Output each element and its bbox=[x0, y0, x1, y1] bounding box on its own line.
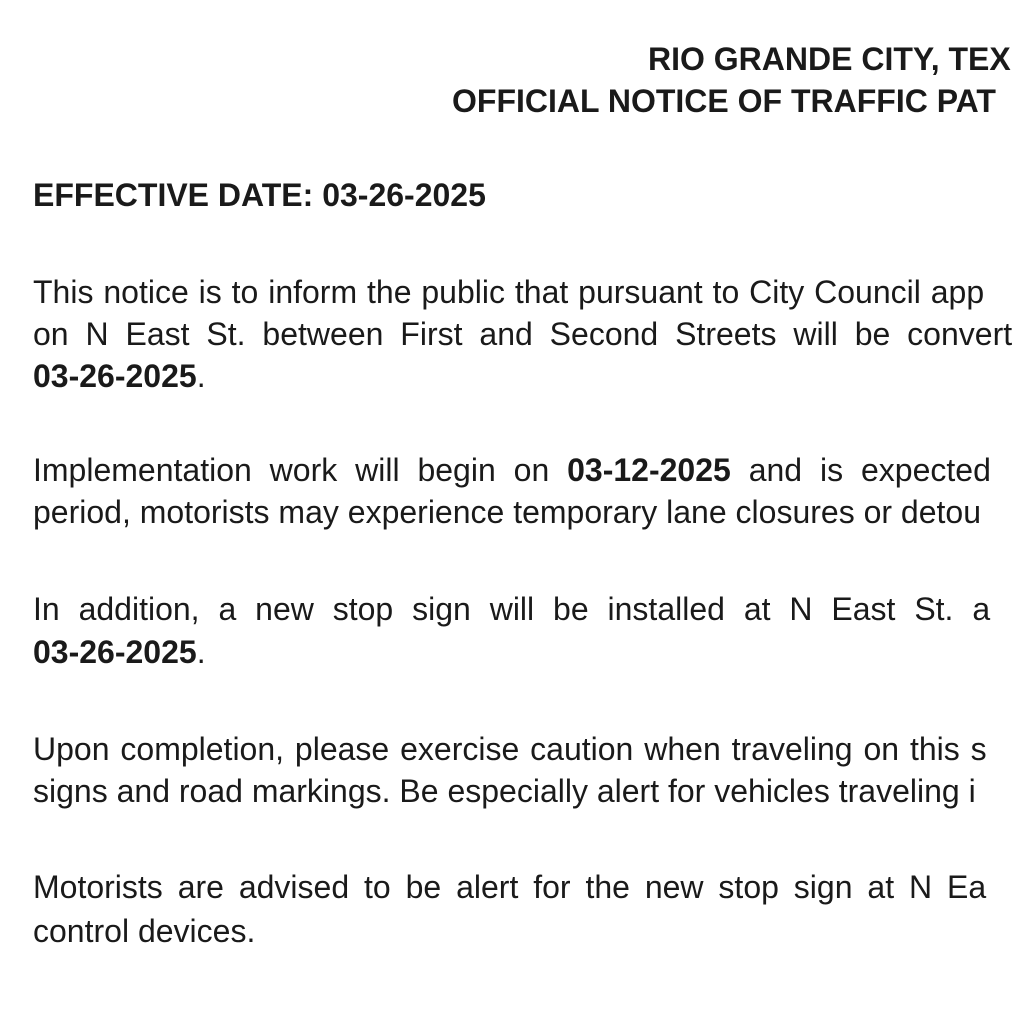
paragraph-4-line-1: Upon completion, please exercise caution when traveling on this s bbox=[33, 731, 987, 767]
text-span: and is expected bbox=[730, 452, 991, 488]
text-span: Implementation work will begin on bbox=[33, 452, 568, 488]
paragraph-4-line-2: signs and road markings. Be especially alert for vehicles traveling i bbox=[33, 773, 976, 809]
paragraph-5-line-1: Motorists are advised to be alert for the new stop sign at N Ea bbox=[33, 869, 987, 905]
text-span: . bbox=[196, 634, 206, 670]
document-title-city: RIO GRANDE CITY, TEX bbox=[648, 41, 1011, 77]
paragraph-1-line-3 bbox=[33, 356, 206, 396]
paragraph-5-line-2: control devices. bbox=[33, 913, 256, 949]
date-emphasis: 03-12-2025 bbox=[567, 452, 731, 488]
date-emphasis: 03-26-2025 bbox=[33, 634, 197, 670]
text-span: . bbox=[196, 358, 206, 394]
paragraph-2-line-2: period, motorists may experience temporary lane closures or detou bbox=[33, 494, 981, 530]
paragraph-1-line-2: on N East St. between First and Second Streets will be convert bbox=[33, 316, 1013, 352]
paragraph-3-line-1: In addition, a new stop sign will be installed at N East St. a bbox=[33, 591, 991, 627]
effective-date: EFFECTIVE DATE: 03-26-2025 bbox=[33, 177, 486, 213]
paragraph-2-line-1 bbox=[33, 450, 991, 490]
paragraph-1-line-1: This notice is to inform the public that pursuant to City Council app bbox=[33, 274, 985, 310]
paragraph-3-line-2 bbox=[33, 632, 206, 672]
document-title-notice: OFFICIAL NOTICE OF TRAFFIC PAT bbox=[452, 83, 996, 119]
date-emphasis: 03-26-2025 bbox=[33, 358, 197, 394]
